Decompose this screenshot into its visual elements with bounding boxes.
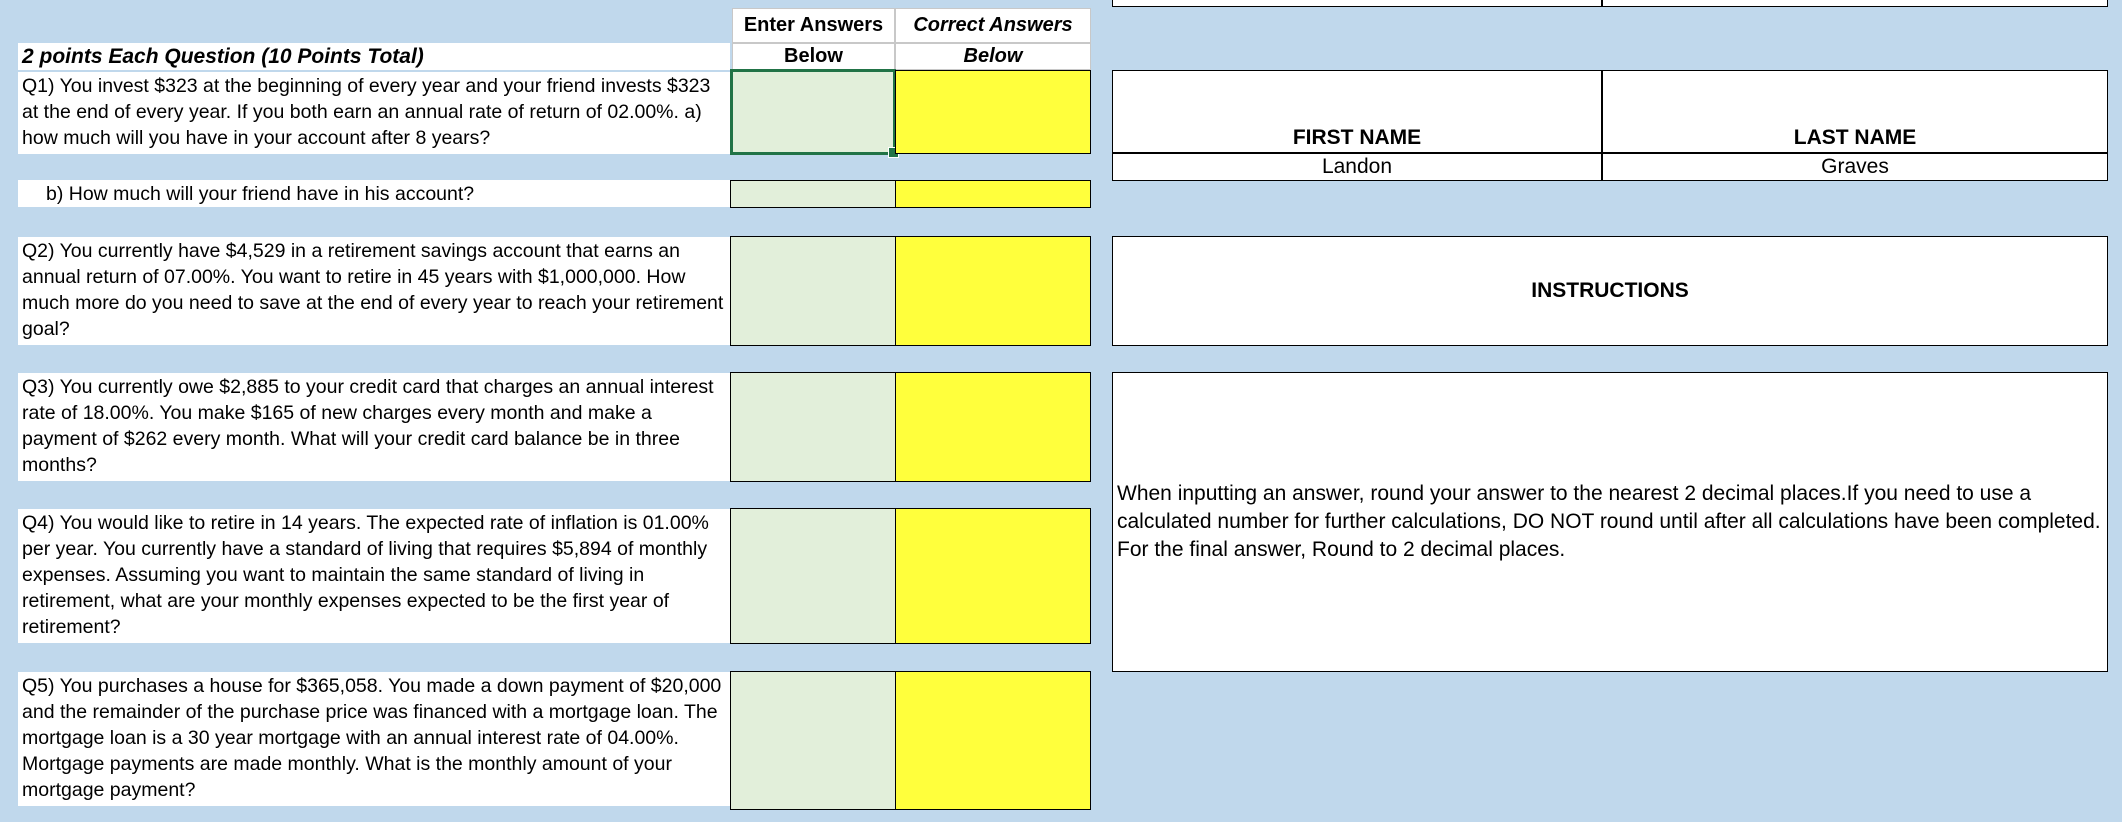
enter-answers-header: Enter Answers	[732, 8, 895, 43]
last-name-label: LAST NAME	[1793, 126, 1917, 149]
correct-answer-q1b	[895, 180, 1091, 208]
top-partial-box	[1112, 0, 2108, 7]
top-partial-divider	[1601, 0, 1603, 7]
question-q4: Q4) You would like to retire in 14 years. The expected rate of inflation is 01.00% per year. You currently have a standard of living that requires $5,894 of monthly expenses. Assuming you want to maintain the same standard of living in retirement, what are your monthly expenses expected to be the first year of retirement?	[18, 509, 730, 643]
first-name-value[interactable]: Landon	[1321, 154, 1393, 178]
question-q2: Q2) You currently have $4,529 in a retirement savings account that earns an annual return of 07.00%. You want to retire in 45 years with $1,000,000. How much more do you need to save at the end of every year to reach your retirement goal?	[18, 237, 730, 345]
answer-input-q1a[interactable]	[730, 69, 896, 155]
question-q5: Q5) You purchases a house for $365,058. You made a down payment of $20,000 and the remainder of the purchase price was financed with a mortgage loan. The mortgage loan is a 30 year mortgage with an annual interest rate of 04.00%. Mortgage payments are made monthly. What is the monthly amount of your mortgage payment?	[18, 672, 730, 806]
answer-input-q4[interactable]	[730, 508, 896, 644]
last-name-value[interactable]: Graves	[1821, 154, 1889, 178]
correct-answer-q2	[895, 236, 1091, 346]
instructions-title: INSTRUCTIONS	[1112, 236, 2108, 346]
correct-answer-q1a	[895, 70, 1091, 154]
correct-answer-q5	[895, 671, 1091, 810]
answer-input-q1b[interactable]	[730, 180, 896, 208]
answer-input-q3[interactable]	[730, 372, 896, 482]
answer-input-q5[interactable]	[730, 671, 896, 810]
answer-input-q2[interactable]	[730, 236, 896, 346]
instructions-body: When inputting an answer, round your answer to the nearest 2 decimal places.If you need to use a calculated number for further calculations, DO NOT round until after all calculations have been completed. For the final answer, Round to 2 decimal places.	[1112, 372, 2108, 672]
question-q3: Q3) You currently owe $2,885 to your credit card that charges an annual interest rate of 18.00%. You make $165 of new charges every month and make a payment of $262 every month. What will your credit card balance be in three months?	[18, 373, 730, 481]
first-name-label: FIRST NAME	[1292, 126, 1422, 149]
enter-answers-header-below: Below	[732, 43, 895, 70]
question-q1b: b) How much will your friend have in his account?	[18, 180, 730, 207]
correct-answer-q4	[895, 508, 1091, 644]
correct-answer-q3	[895, 372, 1091, 482]
correct-answers-header: Correct Answers	[895, 8, 1091, 43]
section-title: 2 points Each Question (10 Points Total)	[18, 43, 730, 70]
correct-answers-header-below: Below	[895, 43, 1091, 70]
question-q1a: Q1) You invest $323 at the beginning of every year and your friend invests $323 at the end of every year. If you both earn an annual rate of return of 02.00%. a) how much will you have in your account after 8 years?	[18, 72, 730, 154]
